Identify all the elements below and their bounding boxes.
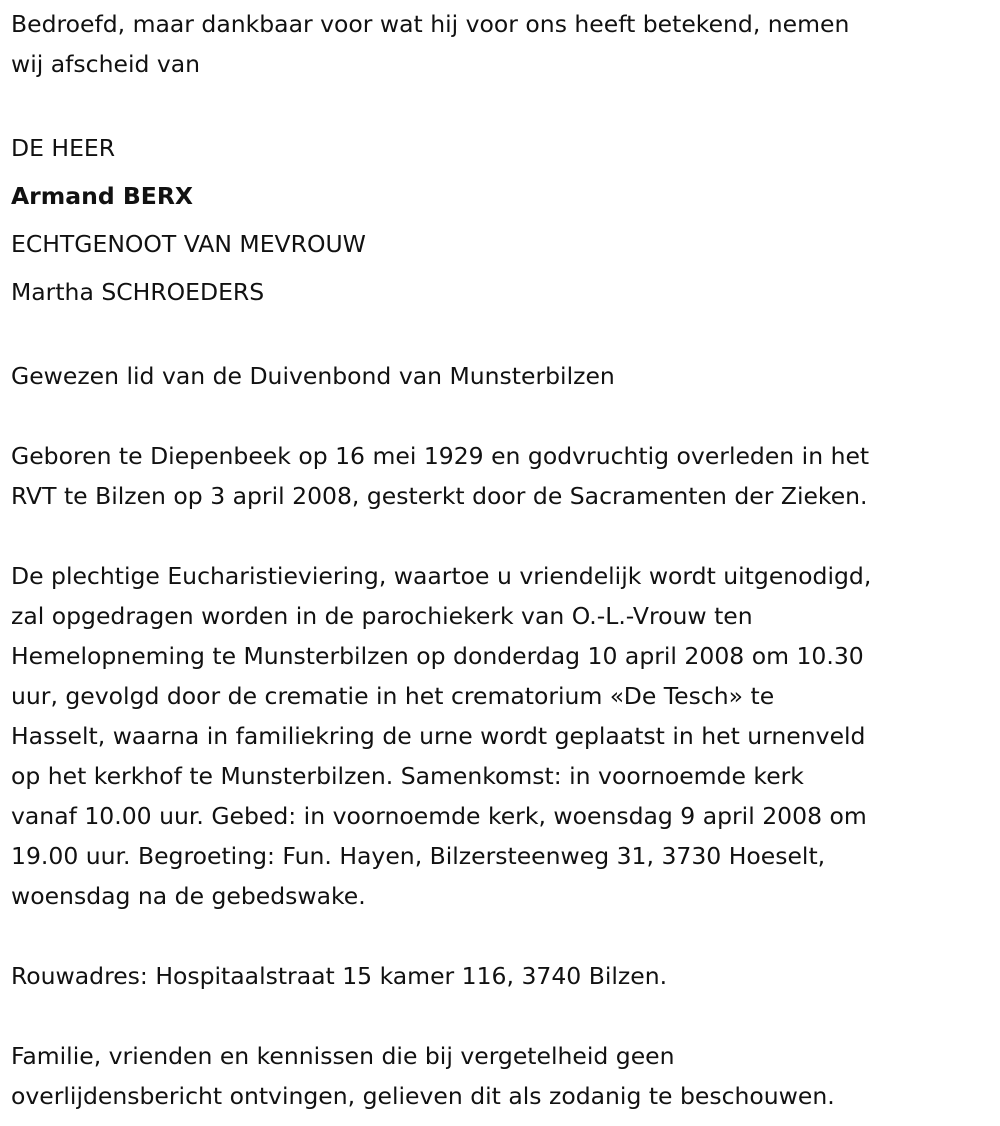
ceremony-line: Hemelopneming te Munsterbilzen op donderdag 10 april 2008 om 10.30 [11,642,864,670]
spouse-name: Martha SCHROEDERS [11,278,265,306]
ceremony-line: zal opgedragen worden in de parochiekerk van O.-L.-Vrouw ten [11,602,753,630]
intro-line: wij afscheid van [11,50,201,78]
birth-death-line: RVT te Bilzen op 3 april 2008, gesterkt door de Sacramenten der Zieken. [11,482,868,510]
membership-paragraph [11,356,991,396]
spacer [11,396,991,436]
spacer [11,316,991,356]
deceased-name: Armand BERX [11,182,194,210]
spacer [11,916,991,956]
ceremony-line: op het kerkhof te Munsterbilzen. Samenkomst: in voornoemde kerk [11,762,804,790]
birth-death-line: Geboren te Diepenbeek op 16 mei 1929 en godvruchtig overleden in het [11,442,870,470]
ceremony-line: 19.00 uur. Begroeting: Fun. Hayen, Bilzersteenweg 31, 3730 Hoeselt, [11,842,826,870]
closing-line: Familie, vrienden en kennissen die bij vergetelheid geen [11,1042,675,1070]
obituary-notice [11,4,991,1116]
ceremony-line: vanaf 10.00 uur. Gebed: in voornoemde kerk, woensdag 9 april 2008 om [11,802,867,830]
intro-paragraph [11,4,991,84]
birth-death-paragraph [11,436,991,516]
ceremony-paragraph [11,556,991,916]
ceremony-line: woensdag na de gebedswake. [11,882,366,910]
deceased-heading [11,124,991,316]
spacer [11,84,991,124]
closing-paragraph [11,1036,991,1116]
address-line: Rouwadres: Hospitaalstraat 15 kamer 116, 3740 Bilzen. [11,962,668,990]
ceremony-line: De plechtige Eucharistieviering, waartoe u vriendelijk wordt uitgenodigd, [11,562,872,590]
ceremony-line: Hasselt, waarna in familiekring de urne wordt geplaatst in het urnenveld [11,722,866,750]
ceremony-line: uur, gevolgd door de crematie in het crematorium «De Tesch» te [11,682,775,710]
address-paragraph [11,956,991,996]
intro-line: Bedroefd, maar dankbaar voor wat hij voor ons heeft betekend, nemen [11,10,850,38]
relation-text: ECHTGENOOT VAN MEVROUW [11,230,366,258]
membership-line: Gewezen lid van de Duivenbond van Munsterbilzen [11,362,615,390]
spacer [11,996,991,1036]
honorific-title: DE HEER [11,134,116,162]
spacer [11,516,991,556]
closing-line: overlijdensbericht ontvingen, gelieven dit als zodanig te beschouwen. [11,1082,835,1110]
